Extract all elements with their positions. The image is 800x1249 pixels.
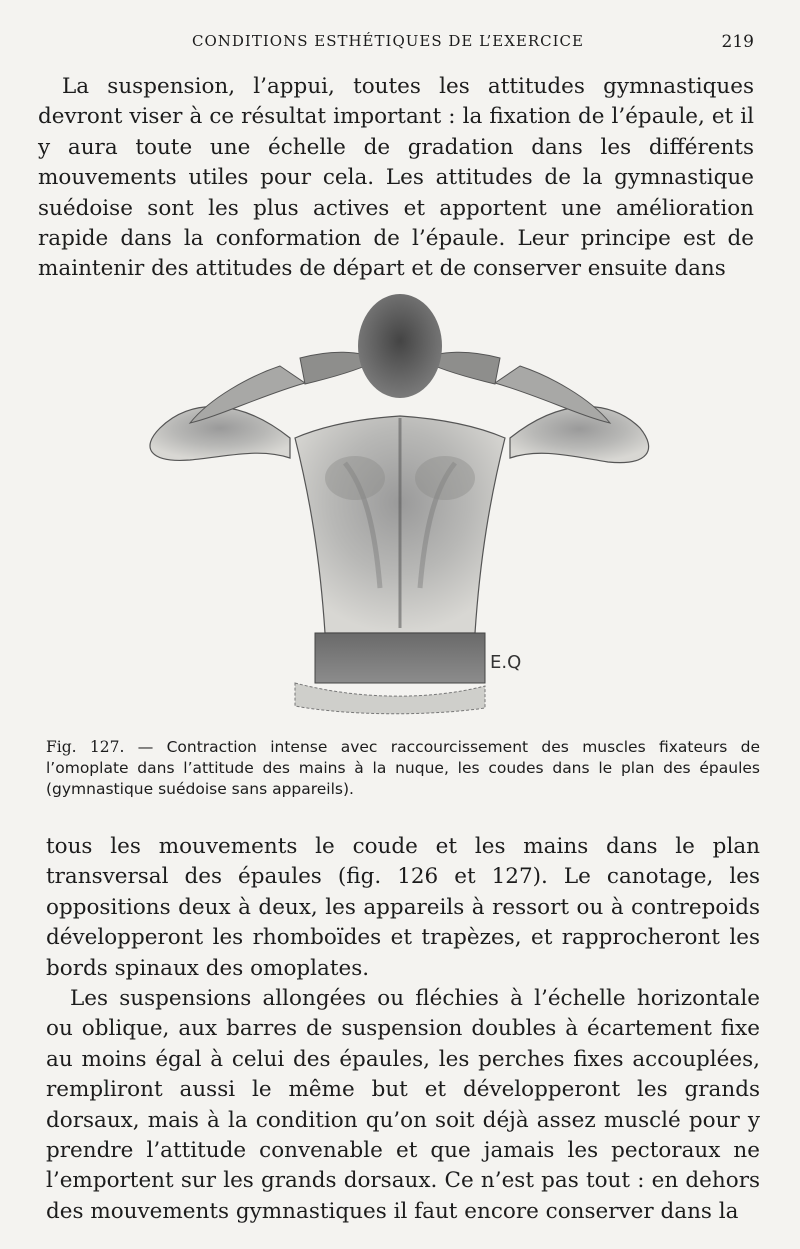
- figure-caption: [46, 737, 760, 800]
- figure-illustration: [130, 288, 670, 728]
- back-muscles-illustration: [130, 288, 670, 728]
- figure-signature: E.Q: [490, 652, 522, 673]
- figure-label: Fig. 127. —: [46, 738, 154, 756]
- paragraph-bottom-1: tous les mouvements le coude et les mains dans le plan transversal des épaules (fig. 126 et 127). Le canotage, les oppositions deux à deux, les appareils à ressort ou à contrepoids développeront les rhomboïdes et trapèzes, et rapprocheront les bords spinaux des omoplates.: [46, 834, 760, 981]
- figure-caption-text: Contraction intense avec raccourcissement des muscles fixateurs de l’omoplate dans l’attitude des mains à la nuque, les coudes dans le plan des épaules (gymnastique suédoise sans appareils).: [46, 738, 761, 798]
- running-title: CONDITIONS ESTHÉTIQUES DE L’EXERCICE: [192, 32, 584, 50]
- paragraph-bottom-2: Les suspensions allongées ou fléchies à l’échelle horizontale ou oblique, aux barres de suspension doubles à écartement fixe au moins égal à celui des épaules, les perches fixes accouplées, rempliront aussi le même but et développeront les grands dorsaux, mais à la condition qu’on soit déjà assez musclé pour y prendre l’attitude convenable et que jamais les pectoraux ne l’emportent sur les grands dorsaux. Ce n’est pas tout : en dehors des mouvements gymnastiques il faut encore conserver dans la: [46, 986, 760, 1224]
- page-number: 219: [721, 32, 754, 52]
- paragraph-top: La suspension, l’appui, toutes les attitudes gymnastiques devront viser à ce résultat important : la fixation de l’épaule, et il y aura toute une échelle de gradation dans les différents mouvements utiles pour cela. Les attitudes de la gymnastique suédoise sont les plus actives et apportent une amélioration rapide dans la conformation de l’épaule. Leur principe est de maintenir des attitudes de départ et de conserver ensuite dans: [38, 74, 754, 282]
- page-header: [0, 32, 800, 56]
